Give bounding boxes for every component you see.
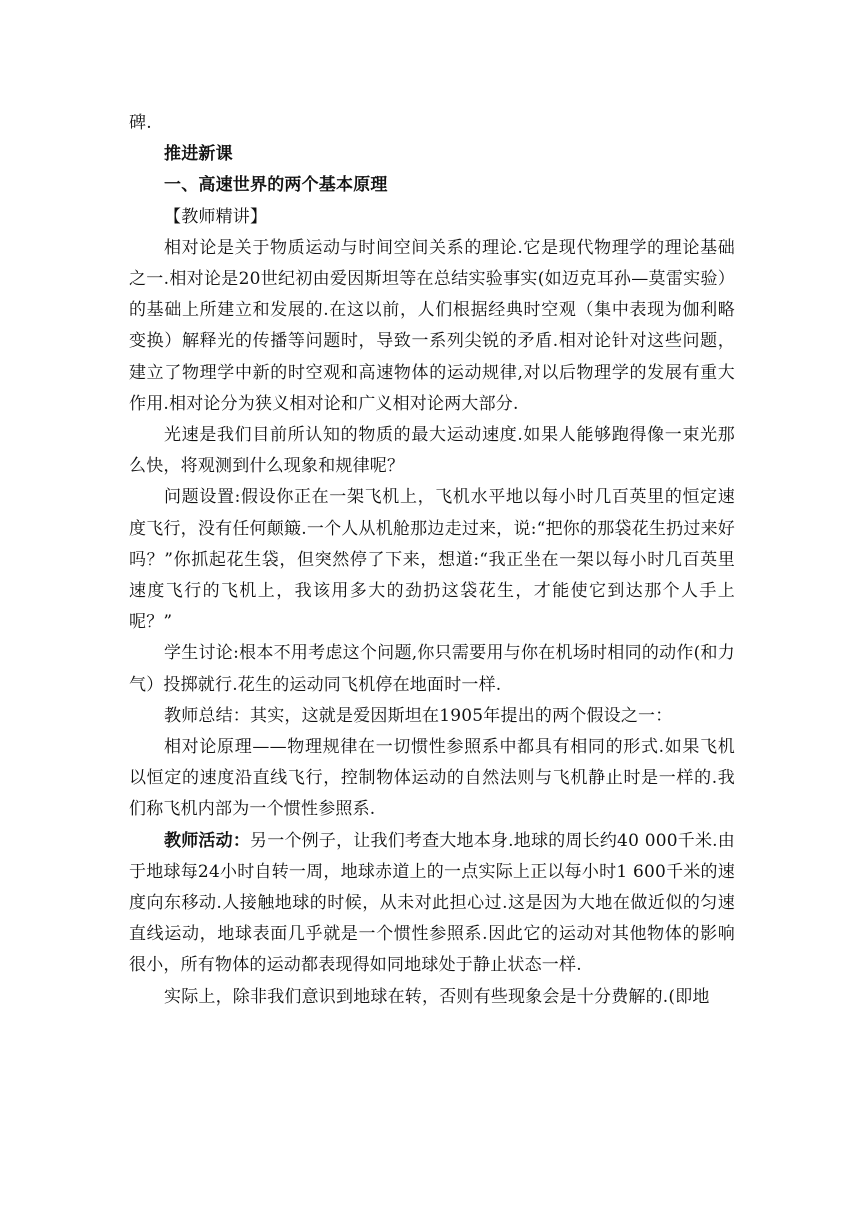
relativity-principle-paragraph: 相对论原理——物理规律在一切惯性参照系中都具有相同的形式.如果飞机以恒定的速度沿直线飞行，控制物体运动的自然法则与飞机静止时是一样的.我们称飞机内部为一个惯性参照系. [129, 737, 735, 820]
teacher-lecture-label: 【教师精讲】 [164, 206, 268, 227]
subheading: 一、高速世界的两个基本原理 [164, 175, 388, 196]
relativity-intro-paragraph: 相对论是关于物质运动与时间空间关系的理论.它是现代物理学的理论基础之一.相对论是20世纪初由爱因斯坦等在总结实验事实(如迈克耳孙—莫雷实验）的基础上所建立和发展的.在这以前，人们根据经典时空观（集中表现为伽利略变换）解释光的传播等问题时，导致一系列尖锐的矛盾.相对论针对这些问题，建立了物理学中新的时空观和高速物体的运动规律,对以后物理学的发展有重大作用.相对论分为狭义相对论和广义相对论两大部分. [129, 237, 735, 414]
question-setting-paragraph: 问题设置:假设你正在一架飞机上，飞机水平地以每小时几百英里的恒定速度飞行，没有任何颠簸.一个人从机舱那边走过来，说:“把你的那袋花生扔过来好吗？”你抓起花生袋，但突然停了下来，想道:“我正坐在一架以每小时几百英里速度飞行的飞机上，我该用多大的劲扔这袋花生，才能使它到达那个人手上呢？” [129, 487, 735, 633]
teacher-activity-label: 教师活动： [164, 830, 251, 851]
section-heading: 推进新课 [164, 144, 233, 165]
continued-paragraph: 实际上，除非我们意识到地球在转，否则有些现象会是十分费解的.(即地 [164, 986, 710, 1007]
continued-text: 碑. [129, 113, 152, 133]
document-body [129, 108, 735, 1013]
student-discussion-paragraph: 学生讨论:根本不用考虑这个问题,你只需要用与你在机场时相同的动作(和力气）投掷就行.花生的运动同飞机停在地面时一样. [129, 643, 735, 695]
light-speed-paragraph: 光速是我们目前所认知的物质的最大运动速度.如果人能够跑得像一束光那么快，将观测到什么现象和规律呢？ [129, 425, 735, 477]
teacher-activity-text: 另一个例子，让我们考查大地本身.地球的周长约40 000千米.由于地球每24小时自转一周，地球赤道上的一点实际上正以每小时1 600千米的速度向东移动.人接触地球的时候，从未对此担心过.这是因为大地在做近似的匀速直线运动，地球表面几乎就是一个惯性参照系.因此它的运动对其他物体的影响很小，所有物体的运动都表现得如同地球处于静止状态一样. [129, 830, 735, 976]
teacher-activity-paragraph [129, 826, 735, 982]
teacher-summary-paragraph: 教师总结：其实，这就是爱因斯坦在1905年提出的两个假设之一： [164, 705, 673, 726]
